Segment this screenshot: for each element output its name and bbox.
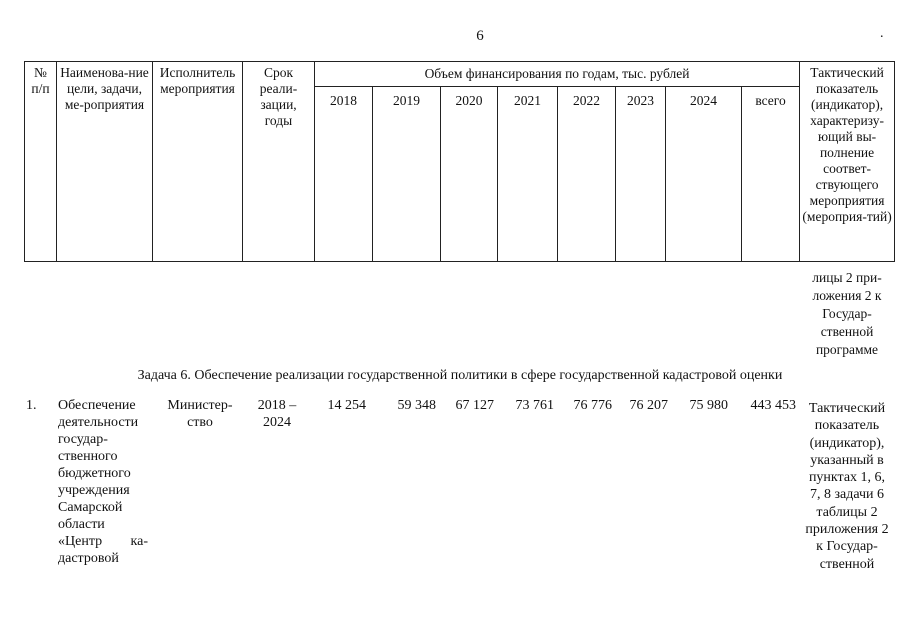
row-name xyxy=(58,397,148,567)
header-year-2023: 2023 xyxy=(616,87,666,262)
row-name-line: Самарской xyxy=(58,500,123,515)
table-header xyxy=(24,61,895,262)
row-name-line: государ- xyxy=(58,432,108,447)
row-number: 1. xyxy=(26,398,37,413)
row-name-line: бюджетного xyxy=(58,466,131,481)
header-term: Срок реали-зации, годы xyxy=(243,62,315,262)
row-value-2021: 73 761 xyxy=(515,398,554,413)
header-funding-title: Объем финансирования по годам, тыс. рублей xyxy=(315,62,800,87)
row-name-line: ственного xyxy=(58,449,118,464)
row-name-word: ка- xyxy=(130,534,148,549)
task-heading: Задача 6. Обеспечение реализации государственной политики в сфере государственной кадастровой оценки xyxy=(137,368,783,383)
row-name-line: области xyxy=(58,517,105,532)
header-year-2020: 2020 xyxy=(441,87,498,262)
row-name-justified-line xyxy=(58,533,148,550)
carryover-text: лицы 2 при-ложения 2 к Государ-ственной программе xyxy=(812,270,882,357)
row-term: 2018 – 2024 xyxy=(257,398,297,430)
header-year-total: всего xyxy=(742,87,800,262)
row-value-2018: 14 254 xyxy=(327,398,366,413)
header-year-2024: 2024 xyxy=(666,87,742,262)
row-name-line: деятельности xyxy=(58,415,139,430)
row-value-2019: 59 348 xyxy=(397,398,436,413)
page-number: 6 xyxy=(476,28,484,44)
row-indicator: Тактический показатель (индикатор), указанный в пунктах 1, 6, 7, 8 задачи 6 таблицы 2 приложения 2 к Государ-ственной xyxy=(805,401,889,572)
header-year-2022: 2022 xyxy=(558,87,616,262)
corner-mark: . xyxy=(880,26,884,41)
header-year-2019: 2019 xyxy=(373,87,441,262)
row-name-line: учреждения xyxy=(58,483,130,498)
row-value-total: 443 453 xyxy=(750,398,796,413)
row-name-line: Обеспечение xyxy=(58,398,136,413)
header-num: № п/п xyxy=(25,62,57,262)
header-year-2021: 2021 xyxy=(498,87,558,262)
row-name-line: дастровой xyxy=(58,551,119,566)
row-value-2024: 75 980 xyxy=(689,398,728,413)
header-indicator: Тактический показатель (индикатор), характеризу-ющий вы-полнение соответ-ствующего мероприятия (мероприя-тий) xyxy=(800,62,895,262)
header-name: Наименова-ние цели, задачи, ме-роприятия xyxy=(57,62,153,262)
row-name-word: «Центр xyxy=(58,534,103,549)
row-value-2020: 67 127 xyxy=(455,398,494,413)
row-executor: Министер-ство xyxy=(167,398,233,430)
row-value-2022: 76 776 xyxy=(573,398,612,413)
row-value-2023: 76 207 xyxy=(629,398,668,413)
header-executor: Исполнитель мероприятия xyxy=(153,62,243,262)
header-year-2018: 2018 xyxy=(315,87,373,262)
